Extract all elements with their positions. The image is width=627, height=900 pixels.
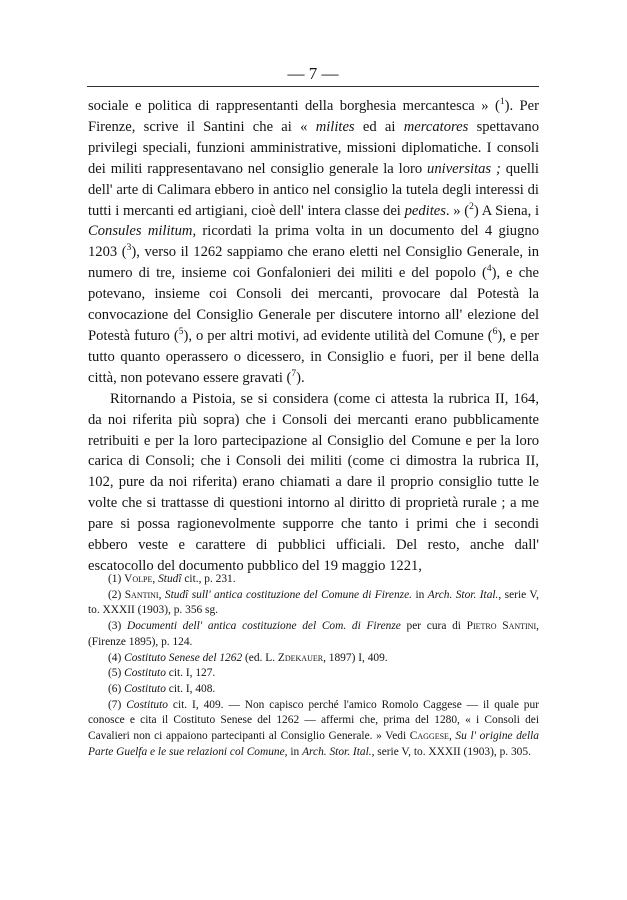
footnote-1: (1) Volpe, Studî cit., p. 231. bbox=[108, 573, 236, 585]
footnote-ref-5: 5 bbox=[178, 327, 184, 338]
footnote-ref-2: 2 bbox=[469, 201, 474, 212]
paragraph-2: Ritornando a Pistoia, se si considera (come ci attesta la rubrica II, 164, da noi riferita più sopra) che i Consoli dei mercanti erano pubblicamente retribuiti e per la loro partecipazione al Consiglio del Comune e per la loro carica di Consoli; che i Consoli dei militi (come ci dimostra la rubrica II, 102, pure da noi riferita) erano chiamati a dare il proprio consiglio tutte le volte che si trattasse di questioni intorno al diritto di proprietà rurale ; a me pare si possa ragionevolmente supporre che tanto i primi che i secondi ebbero veste e carattere di pubblici ufficiali. Del resto, anche dall' escatocollo del documento pubblico del 19 maggio 1221, bbox=[88, 390, 539, 574]
footnote-ref-1: 1 bbox=[499, 97, 505, 108]
footnote-ref-7: 7 bbox=[291, 368, 297, 379]
footnote-6: (6) Costituto cit. I, 408. bbox=[108, 682, 216, 695]
footnote-ref-3: 3 bbox=[126, 243, 132, 254]
footnote-7: (7) Costituto cit. I, 409. — Non capisco perché l'amico Romolo Caggese — il quale pur conosce e cita il Costituto Senese del 1262 — affermi che, prima del 1280, « i Consoli dei Cavalieri non ci appaiono partecipanti al Consiglio Generale. » Vedi Caggese, Su l' origine della Parte Guelfa e le sue relazioni col Comune, in Arch. Stor. Ital., serie V, to. XXXII (1903), p. 305. bbox=[88, 698, 539, 758]
footnote-4: (4) Costituto Senese del 1262 (ed. L. Zdekauer, 1897) I, 409. bbox=[108, 651, 388, 664]
page-number: — 7 — bbox=[287, 64, 339, 83]
footnote-2: (2) Santini, Studî sull' antica costituzione del Comune di Firenze. in Arch. Stor. Ital., serie V, to. XXXII (1903), p. 356 sg. bbox=[88, 588, 540, 617]
footnote-5: (5) Costituto cit. I, 127. bbox=[108, 667, 216, 680]
paragraph-1: sociale e politica di rappresentanti della borghesia mercantesca » ($^1$). Per Firenze, scrive il Santini che ai « milites ed ai mercatores spettavano privilegi speciali, funzioni amministrative, missioni diplomatiche. I consoli dei militi rappresentavano nel consiglio generale la loro universitas ; quelli dell' arte di Calimara ebbero in antico nel consiglio la tutela degli interessi di tutti i mercanti ed artigiani, cioè dell' intera classe dei pedites. » ($^2$) A Siena, i Consules militum, ricordati la prima volta in un documento del 4 giugno 1203 ($^3$), verso il 1262 sappiamo che erano eletti nel Consiglio Generale, in numero di tre, insieme coi Gonfalonieri dei militi e del popolo ($^4$), e che potevano, insieme coi Consoli dei mercanti, provocare dal Potestà la convocazione del Consiglio Generale per discutere intorno all' elezione del Potestà futuro ($^5$), o per altri motivi, ad evidente utilità del Comune ($^6$), e per tutto quanto operassero o dicessero, in Consiglio e fuori, per il bene della città, non potevano essere gravati ($^7$). bbox=[88, 97, 540, 386]
body-text bbox=[88, 96, 539, 577]
footnote-ref-4: 4 bbox=[486, 264, 492, 275]
page-header bbox=[87, 64, 539, 87]
footnote-3: (3) Documenti dell' antica costituzione del Com. di Firenze per cura di Pietro Santini, (Firenze 1895), p. 124. bbox=[88, 620, 539, 648]
footnotes bbox=[88, 572, 539, 760]
footnote-ref-6: 6 bbox=[492, 327, 498, 338]
